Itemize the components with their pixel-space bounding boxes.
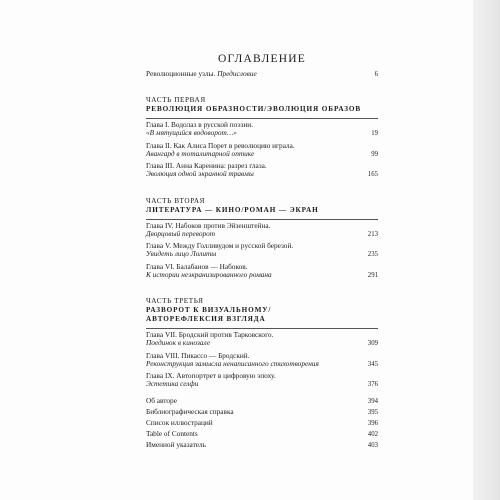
preface-text xyxy=(146,70,378,78)
page-number: 309 xyxy=(367,339,378,347)
page-number: 402 xyxy=(367,430,378,438)
chapter-heading: Глава IV. Набоков против Эйзенштейна. xyxy=(146,221,271,230)
page-number: 6 xyxy=(374,70,378,78)
toc-entry-chapter-3 xyxy=(146,162,378,179)
chapter-subtitle: Реконструкция замысла ненаписанного стихотворения xyxy=(146,359,319,369)
part3-label: ЧАСТЬ ТРЕТЬЯ xyxy=(146,297,204,305)
divider-rule xyxy=(146,328,378,329)
entry-label: Именной указатель xyxy=(146,440,206,449)
page-number: 345 xyxy=(367,360,378,368)
chapter-heading: Глава IX. Автопортрет в цифровую эпоху. xyxy=(146,371,276,380)
part1-label: ЧАСТЬ ПЕРВАЯ xyxy=(146,96,206,104)
toc-entry-chapter-2 xyxy=(146,142,378,159)
chapter-subtitle: Дворцовый переворот xyxy=(146,229,216,239)
chapter-subtitle: Авангард в тоталитарной оптике xyxy=(146,149,255,159)
toc-entry-chapter-6 xyxy=(146,263,378,280)
entry-label: Об авторе xyxy=(146,396,177,405)
page-number: 396 xyxy=(367,419,378,427)
page-edge xyxy=(473,0,500,500)
toc-entry-chapter-7 xyxy=(146,331,378,348)
entry-label: Список иллюстраций xyxy=(146,418,213,427)
toc-title: ОГЛАВЛЕНИЕ xyxy=(218,53,306,65)
page-number: 19 xyxy=(371,129,378,137)
page-number: 403 xyxy=(367,441,378,449)
chapter-heading: Глава I. Водолаз в русской поэзии. xyxy=(146,120,253,129)
entry-label: Библиографическая справка xyxy=(146,407,234,416)
divider-rule xyxy=(146,118,378,119)
toc-entry-bibliography xyxy=(146,408,378,417)
chapter-heading: Глава VIII. Пикассо — Бродский. xyxy=(146,351,250,360)
page-number: 99 xyxy=(371,150,378,158)
page-number: 291 xyxy=(367,271,378,279)
entry-label: Table of Contents xyxy=(146,429,198,438)
chapter-subtitle: К истории неэкранизированного романа xyxy=(146,270,272,280)
page-number: 235 xyxy=(367,250,378,258)
part2-title: ЛИТЕРАТУРА — КИНО/РОМАН — ЭКРАН xyxy=(146,206,319,214)
chapter-subtitle: Поединок в кинозале xyxy=(146,338,211,348)
chapter-subtitle: «В мятущийся водоворот…» xyxy=(146,128,237,138)
chapter-heading: Глава III. Анна Каренина: разрез глаза. xyxy=(146,161,267,170)
page-number: 213 xyxy=(367,230,378,238)
toc-entry-preface xyxy=(146,70,378,79)
toc-entry-chapter-8 xyxy=(146,352,378,369)
preface-label: Революционные узлы. xyxy=(146,69,218,78)
chapter-heading: Глава VI. Балабанов — Набоков. xyxy=(146,262,248,271)
chapter-heading: Глава VII. Бродский против Тарковского. xyxy=(146,330,274,339)
toc-entry-english-toc xyxy=(146,430,378,439)
chapter-subtitle: Эволюция одной экранной травмы xyxy=(146,169,254,179)
page-number: 395 xyxy=(367,408,378,416)
toc-entry-name-index xyxy=(146,441,378,450)
toc-entry-about-author xyxy=(146,397,378,406)
chapter-heading: Глава V. Между Голливудом и русской березой. xyxy=(146,241,294,250)
page-number: 376 xyxy=(367,380,378,388)
toc-entry-chapter-5 xyxy=(146,242,378,259)
toc-entry-chapter-1 xyxy=(146,121,378,138)
toc-entry-illustrations xyxy=(146,419,378,428)
part3-title-line2: АВТОРЕФЛЕКСИЯ ВЗГЛЯДА xyxy=(146,315,266,323)
preface-italic: Предисловие xyxy=(217,69,257,78)
part3-title-line1: РАЗВОРОТ К ВИЗУАЛЬНОМУ/ xyxy=(146,306,272,314)
chapter-subtitle: Увидеть лицо Лолиты xyxy=(146,249,217,259)
divider-rule xyxy=(146,219,378,220)
toc-entry-chapter-4 xyxy=(146,222,378,239)
part2-label: ЧАСТЬ ВТОРАЯ xyxy=(146,197,206,205)
toc-entry-chapter-9 xyxy=(146,372,378,389)
chapter-heading: Глава II. Как Алиса Порет в революцию играла. xyxy=(146,141,295,150)
chapter-subtitle: Эстетика селфи xyxy=(146,379,199,389)
page-number: 394 xyxy=(367,397,378,405)
part1-title: РЕВОЛЮЦИЯ ОБРАЗНОСТИ/ЭВОЛЮЦИЯ ОБРАЗОВ xyxy=(146,105,362,113)
page-number: 165 xyxy=(367,170,378,178)
